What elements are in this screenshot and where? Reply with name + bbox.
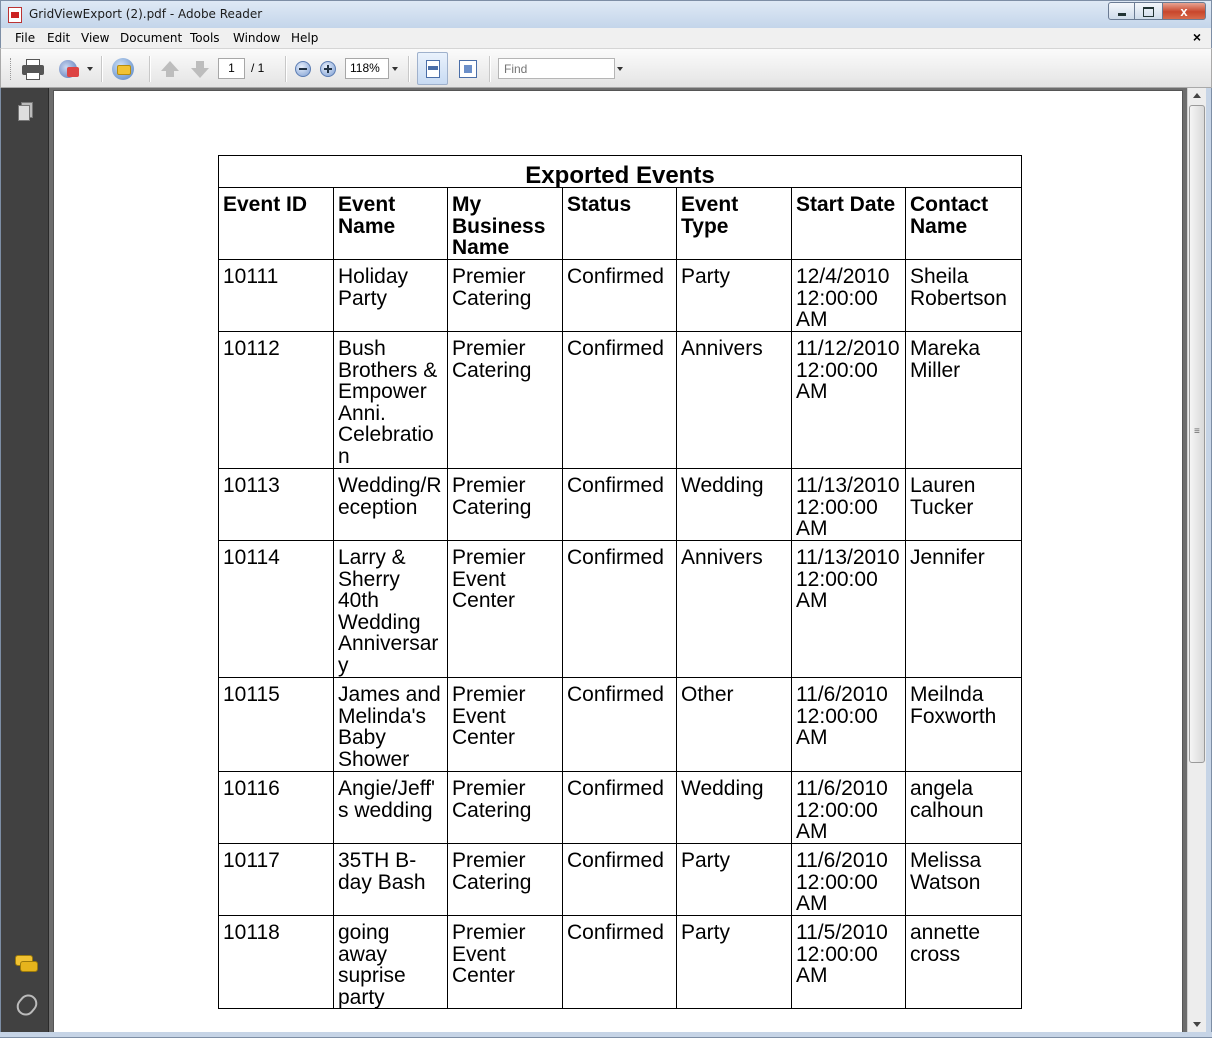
attachments-paperclip-icon[interactable]	[13, 991, 41, 1019]
toolbar-separator	[489, 56, 491, 82]
table-row	[219, 332, 1022, 469]
cell-event-type: Party	[677, 916, 792, 1009]
cell-start-date: 12/4/2010 12:00:00 AM	[792, 260, 906, 332]
cell-start-date: 11/6/2010 12:00:00 AM	[792, 844, 906, 916]
chevron-down-icon	[87, 67, 93, 71]
pdf-page	[53, 90, 1183, 1038]
cell-status: Confirmed	[563, 260, 677, 332]
column-header: Contact Name	[906, 188, 1022, 260]
cell-business-name: Premier Catering	[448, 844, 563, 916]
cell-start-date: 11/13/2010 12:00:00 AM	[792, 469, 906, 541]
menu-tools[interactable]: Tools	[190, 31, 220, 45]
fit-width-button[interactable]	[417, 52, 448, 85]
cell-event-id: 10113	[219, 469, 334, 541]
cell-event-type: Other	[677, 678, 792, 772]
table-row	[219, 260, 1022, 332]
collaborate-button[interactable]	[57, 57, 95, 81]
minimize-button[interactable]	[1108, 2, 1135, 20]
cell-event-id: 10111	[219, 260, 334, 332]
cell-business-name: Premier Catering	[448, 469, 563, 541]
pdf-file-icon	[8, 7, 22, 23]
toolbar-separator	[285, 56, 287, 82]
table-row	[219, 916, 1022, 1009]
column-header: Event Type	[677, 188, 792, 260]
cell-start-date: 11/6/2010 12:00:00 AM	[792, 678, 906, 772]
cell-event-name: Larry & Sherry 40th Wedding Anniversary	[334, 541, 448, 678]
cell-event-name: Bush Brothers & Empower Anni. Celebration	[334, 332, 448, 469]
cell-event-type: Wedding	[677, 469, 792, 541]
window-frame-right	[1206, 88, 1212, 1038]
vertical-scrollbar[interactable]	[1187, 88, 1206, 1032]
table-title: Exported Events	[218, 155, 1022, 187]
table-row	[219, 678, 1022, 772]
cell-start-date: 11/12/2010 12:00:00 AM	[792, 332, 906, 469]
menu-file[interactable]: File	[15, 31, 36, 45]
toolbar-separator	[408, 56, 410, 82]
toolbar-grip[interactable]	[10, 58, 13, 80]
events-table	[218, 155, 1022, 1009]
print-button[interactable]	[21, 57, 47, 81]
page-number-input[interactable]: 1	[218, 58, 245, 79]
menu-document[interactable]: Document	[120, 31, 183, 45]
zoom-in-icon	[320, 61, 336, 77]
title-bar	[0, 0, 1212, 28]
cell-event-type: Wedding	[677, 772, 792, 844]
scroll-down-arrow-icon[interactable]	[1193, 1022, 1201, 1027]
cell-event-id: 10116	[219, 772, 334, 844]
cell-event-type: Party	[677, 260, 792, 332]
cell-business-name: Premier Event Center	[448, 916, 563, 1009]
cell-event-type: Annivers	[677, 541, 792, 678]
cell-business-name: Premier Event Center	[448, 678, 563, 772]
window-frame-bottom	[0, 1032, 1212, 1038]
pages-panel-icon[interactable]	[18, 102, 34, 122]
cell-contact-name: annette cross	[906, 916, 1022, 1009]
cell-contact-name: angela calhoun	[906, 772, 1022, 844]
cell-event-name: Angie/Jeff's wedding	[334, 772, 448, 844]
toolbar-separator	[101, 56, 103, 82]
menu-window[interactable]: Window	[233, 31, 281, 45]
cell-event-id: 10114	[219, 541, 334, 678]
fit-page-button[interactable]	[456, 57, 480, 81]
table-row	[219, 844, 1022, 916]
close-document-button[interactable]: ×	[1192, 29, 1201, 45]
navigation-pane	[0, 88, 49, 1038]
cell-contact-name: Meilnda Foxworth	[906, 678, 1022, 772]
zoom-in-button[interactable]	[320, 57, 336, 81]
menu-edit[interactable]: Edit	[47, 31, 71, 45]
previous-page-button[interactable]	[159, 57, 181, 81]
cell-status: Confirmed	[563, 332, 677, 469]
cell-business-name: Premier Catering	[448, 332, 563, 469]
cell-event-id: 10118	[219, 916, 334, 1009]
document-viewport[interactable]	[49, 88, 1187, 1032]
window-controls	[1108, 2, 1206, 20]
window-title: GridViewExport (2).pdf - Adobe Reader	[29, 7, 263, 21]
cell-event-type: Party	[677, 844, 792, 916]
zoom-out-button[interactable]	[295, 57, 311, 81]
scroll-up-arrow-icon[interactable]	[1193, 93, 1201, 98]
cell-event-name: Holiday Party	[334, 260, 448, 332]
cell-status: Confirmed	[563, 772, 677, 844]
cell-event-name: Wedding/Reception	[334, 469, 448, 541]
next-page-button[interactable]	[189, 57, 211, 81]
cell-business-name: Premier Catering	[448, 772, 563, 844]
comment-button[interactable]	[109, 57, 139, 81]
menu-view[interactable]: View	[81, 31, 110, 45]
find-box	[498, 58, 615, 79]
close-icon: x	[1180, 4, 1188, 19]
find-dropdown-chevron-icon[interactable]	[617, 67, 623, 71]
column-header: Status	[563, 188, 677, 260]
cell-status: Confirmed	[563, 844, 677, 916]
cell-business-name: Premier Catering	[448, 260, 563, 332]
toolbar-separator	[149, 56, 151, 82]
find-input[interactable]	[499, 59, 614, 78]
cell-event-name: 35TH B-day Bash	[334, 844, 448, 916]
cell-start-date: 11/6/2010 12:00:00 AM	[792, 772, 906, 844]
column-header: Event ID	[219, 188, 334, 260]
comments-panel-icon[interactable]	[15, 955, 39, 975]
cell-status: Confirmed	[563, 541, 677, 678]
cell-contact-name: Sheila Robertson	[906, 260, 1022, 332]
cell-status: Confirmed	[563, 469, 677, 541]
menu-bar	[0, 28, 1212, 48]
cell-event-name: going away suprise party	[334, 916, 448, 1009]
cell-status: Confirmed	[563, 916, 677, 1009]
cell-contact-name: Melissa Watson	[906, 844, 1022, 916]
cell-contact-name: Lauren Tucker	[906, 469, 1022, 541]
column-header: My Business Name	[448, 188, 563, 260]
table-row	[219, 541, 1022, 678]
cell-contact-name: Jennifer	[906, 541, 1022, 678]
zoom-out-icon	[295, 61, 311, 77]
cell-business-name: Premier Event Center	[448, 541, 563, 678]
cell-event-name: James and Melinda's Baby Shower	[334, 678, 448, 772]
cell-event-id: 10117	[219, 844, 334, 916]
zoom-dropdown-chevron-icon[interactable]	[392, 67, 398, 71]
column-header: Event Name	[334, 188, 448, 260]
cell-event-id: 10115	[219, 678, 334, 772]
table-row	[219, 469, 1022, 541]
cell-event-id: 10112	[219, 332, 334, 469]
maximize-button[interactable]	[1135, 2, 1162, 20]
cell-contact-name: Mareka Miller	[906, 332, 1022, 469]
cell-start-date: 11/5/2010 12:00:00 AM	[792, 916, 906, 1009]
cell-status: Confirmed	[563, 678, 677, 772]
cell-start-date: 11/13/2010 12:00:00 AM	[792, 541, 906, 678]
toolbar	[0, 48, 1212, 88]
scrollbar-thumb[interactable]	[1189, 105, 1205, 763]
menu-help[interactable]: Help	[291, 31, 319, 45]
page-count: / 1	[251, 61, 265, 75]
cell-event-type: Annivers	[677, 332, 792, 469]
close-window-button[interactable]	[1162, 2, 1206, 20]
table-header-row	[219, 188, 1022, 260]
column-header: Start Date	[792, 188, 906, 260]
table-row	[219, 772, 1022, 844]
zoom-level-input[interactable]: 118%	[345, 58, 389, 79]
